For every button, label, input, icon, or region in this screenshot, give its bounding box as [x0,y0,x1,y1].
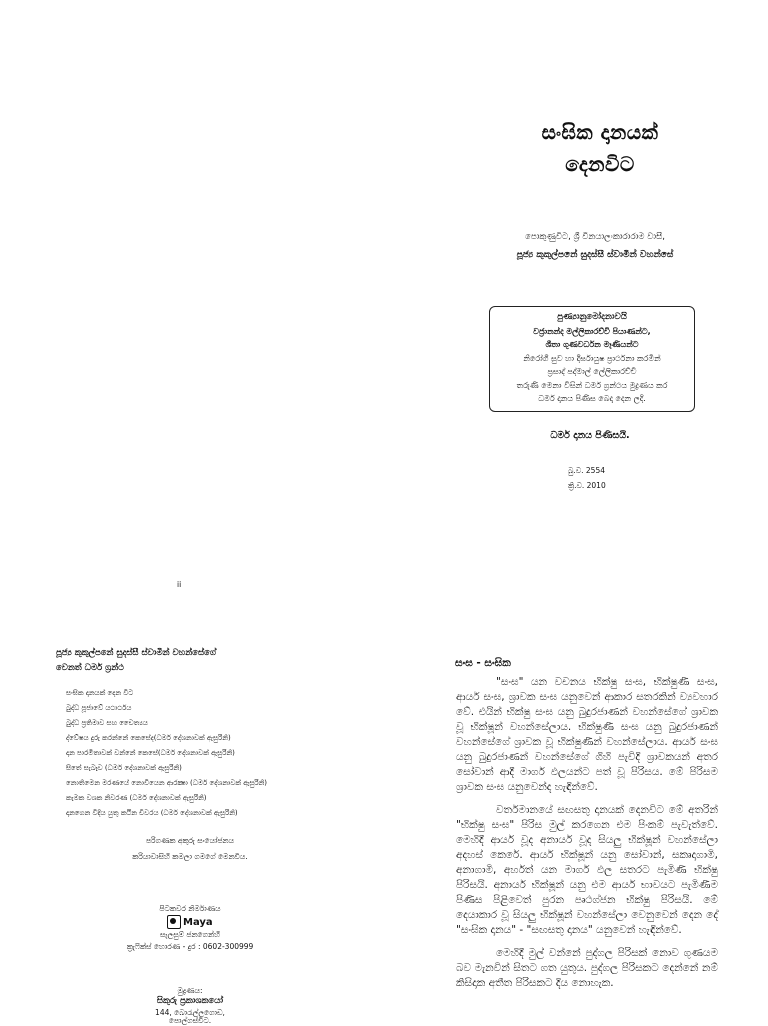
typesetting-label: පරිගණක අකුරු සංයෝජනය [145,836,235,845]
maya-logo-text: Maya [183,917,213,928]
page-number: ii [177,580,182,589]
author-prefix: පොකුණුවිට, ශ්‍රී විනයාලංකාරාරාම වාසී, [525,232,665,242]
maya-subtitle: සැලසුම් ජනගෙන්හි [159,930,220,939]
other-books-heading-line2: වෙනත් ධර්ම ග්‍රන්ථ [56,663,124,673]
dharma-dana-note: ධර්ම දානය පිණිසයි. [550,430,630,441]
merit-box-line: ප්‍රසාද් පද්මාල් ලේලිකාරච්චි [547,367,637,376]
book-item: බුද්ධ පූජාවේ යථාර්ථය [66,704,132,712]
ce-year: ක්‍රි.ව. 2010 [568,481,606,490]
maya-logo-icon [167,915,181,929]
maya-logo [167,915,213,929]
body-paragraph: මෙහිදී මුල් වන්නේ පුද්ගල පිරිසක් නොව ගුණයම බව මැනවින් සිතට ගත යුතුය. පුද්ගල පිරිසකට දෙන්නේ නම් කිසිදාක අතීත පිරිසකට දිය නොහැක. [456,947,718,989]
merit-box-line: ශීතා ගුණවර්ධන මෑණියන්ට [545,340,639,349]
merit-box-line: තරුණි මෙනා විසින් ධර්ම ග්‍රන්ථය මුද්‍රණය කර [516,380,668,390]
cover-title-line1: සංඝික දානයක් [541,120,659,144]
merit-dedication-box [489,306,695,412]
book-item: කැමක වශක නිවරණ (ධර්ම දේශනාවක් ඇසුරිනි) [66,794,207,802]
cover-design-label: පිටකවර නිර්මාණය [159,904,221,913]
typesetter-name: කරියාවාසිහි කමලා ගමගේ මෙනවිය. [132,852,248,861]
printer-address-1: 144, බොරැල්ලගොඩ, [155,1008,225,1017]
merit-box-heading: පුණ්‍යානුමෝදනාවයි [557,312,627,322]
body-text [456,675,718,999]
body-paragraph: වර්තමානයේ සඟසතු දානයක් දෙනවිට මේ අතරින් "භික්ෂු සංඝ" පිරිස මුල් කරගෙන එම පිංකම් පැවැත්වේ. මෙහිදී ආර්ය වූද අනාර්ය වූද සියලු භික්ෂූන් වහන්සේලා අදහස් කෙරේ. ආර්ය භික්ෂූන් යනු සෝවාන්, සකෘදාගාමි, අනාගාමි, අර්හත් යන මාර්ග ඵල සතරට පැමිණි භික්ෂු පිරිසයි. අනාර්ය භික්ෂූන් යනු එම ආර්ය භාවයට පැමිණීම පිණිස පිළිවෙත් පුරන පෘථග්ජන භික්ෂු පිරිසයි. මේ දෙයාකාර වූ සියලු භික්ෂූන් වහන්සේලා වෙනුවෙන් දෙන දේ "සංඝික දානය" - "සඟසතු දානය" යනුවෙන් හැඳින්වේ. [456,804,718,936]
be-year: බු.ව. 2554 [568,466,605,475]
other-books-heading-line1: පූජ්‍ය කුකුල්පනේ සුදස්සී ස්වාමීන් වහන්සේගේ [56,648,216,658]
merit-box-line: ධර්ම දානය පිණිස බෙදා දෙන ලදි. [538,394,646,403]
cover-title-line2: දෙනවිට [565,152,635,176]
book-item: ද්වේෂය දුරු කරන්නේ කෙසේද(ධර්ම දේශනාවක් ඇසුරිනි) [66,734,231,742]
body-paragraph: "සංඝ" යන වචනය භික්ෂු සංඝ, භික්ෂුණී සංඝ, ආර්ය සංඝ, ශ්‍රාවක සංඝ යනුවෙන් ආකාර සතරකින් ව්‍යවහාර වේ. එයින් භික්ෂු සංඝ යනු බුදුරජාණන් වහන්සේගේ ශ්‍රාවක වූ භික්ෂූන් වහන්සේලාය. භික්ෂුණී සංඝ යනු බුදුරජාණන් වහන්සේගේ ශ්‍රාවක වූ භික්ෂුණීන් වහන්සේලාය. ආර්ය සංඝ යනු බුදුරජාණන් වහන්සේගේ ගිහි පැවිදි ශ්‍රාවකයන් අතර සෝවාන් ආදී මාර්ග ඵලයන්ට පත් වූ පිරිසය. මේ පිරිසම ශ්‍රාවක සංඝ යනුවෙන්ද හැඳින්වේ. [456,676,718,793]
merit-box-line: වජ්‍රානන්ද මල්ලිකාරච්චි පියාණන්ට, [533,326,651,336]
other-books-list [66,686,326,821]
merit-box-line: නිරෝගී සුව හා දීර්ඝායුෂ ප්‍රාර්ථනා කරමින් [523,353,661,363]
section-title: සංඝ - සංඝික [455,657,511,669]
printer-name: සිකුරු ප්‍රකාශකයෝ [156,996,224,1006]
printer-address-2: පොල්ගස්විට. [168,1016,212,1025]
design-phone: ක්‍රැෆික්ස් හොරණ - දුර : 0602-300999 [126,942,254,951]
printer-label: මුද්‍රණය: [177,986,203,995]
book-item: දාන පාරමිතාවක් වන්නේ කෙසේ(ධර්ම දේශනාවක් ඇසුරිනි) [66,749,235,757]
book-item: නොතිමෙන මරණයේ නොවියෙන ආරක්‍ෂා (ධර්ම දේශනාවක් ඇසුරිනි) [66,779,268,787]
author-name: පූජ්‍ය කුකුල්පනේ සුදස්සී ස්වාමීන් වහන්සේ [516,250,674,260]
book-item: දානගෙන විදිය යුතු කථින චීවරය (ධර්ම දේශනාවක් ඇසුරිනි) [66,809,238,817]
book-item: බුද්ධ ප්‍රතිමාව සහ චෛත්‍යය [66,719,148,727]
book-item: සංඝික දානයක් දෙන විට [66,689,134,697]
book-item: සිතේ සැබෑව (ධර්ම දේශනාවක් ඇසුරිනි) [66,764,182,772]
